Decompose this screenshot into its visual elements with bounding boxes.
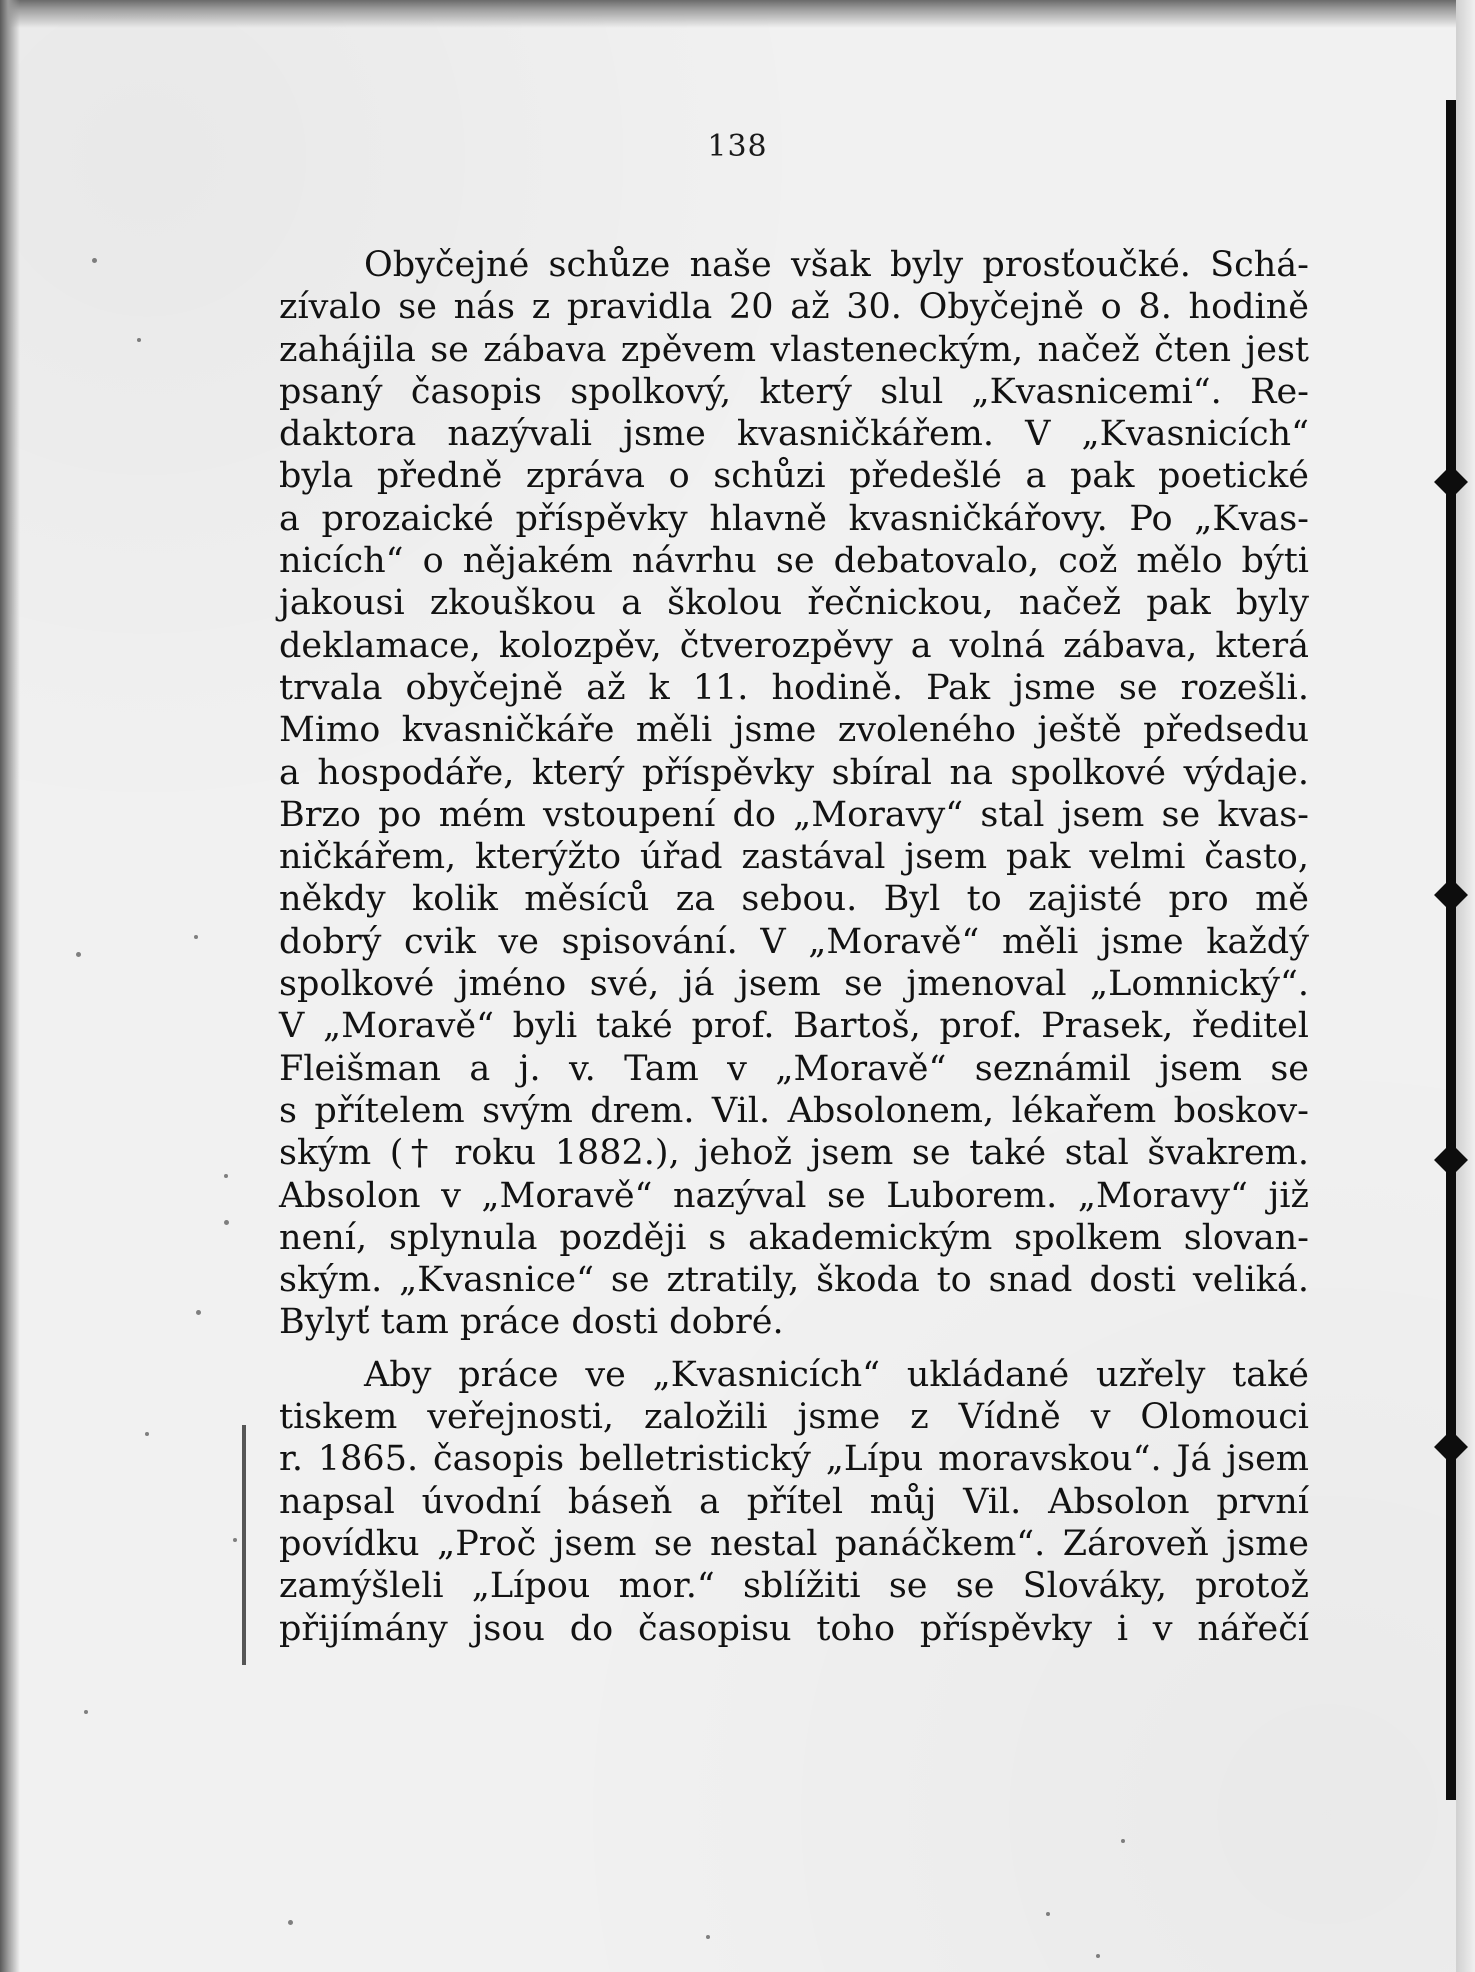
paragraph-gap [279, 1344, 1309, 1354]
text-line: nicích“ o nějakém návrhu se debatovalo, což mělo býti [279, 541, 1309, 582]
page-number: 138 [707, 129, 768, 164]
text-line: Bylyť tam práce dosti dobré. [279, 1302, 784, 1343]
scan-speck [196, 1310, 201, 1315]
scan-top-shadow [0, 0, 1475, 28]
scan-speck [76, 952, 81, 957]
scan-speck [92, 258, 97, 263]
text-line: jakousi zkouškou a školou řečnickou, načež pak byly [279, 583, 1309, 624]
text-line: dobrý cvik ve spisování. V „Moravě“ měli jsme každý [279, 921, 1309, 962]
scan-left-shadow [0, 0, 20, 1972]
scan-speck [233, 1538, 237, 1542]
text-line: Fleišman a j. v. Tam v „Moravě“ seznámil jsem se [279, 1048, 1309, 1089]
text-line: Absolon v „Moravě“ nazýval se Luborem. „Moravy“ již [279, 1175, 1309, 1216]
text-line: ským († roku 1882.), jehož jsem se také stal švakrem. [279, 1133, 1309, 1174]
text-line: napsal úvodní báseň a přítel můj Vil. Absolon první [279, 1481, 1309, 1522]
scan-speck [84, 1710, 88, 1714]
text-line: a prozaické příspěvky hlavně kvasničkářovy. Po „Kvas- [279, 498, 1309, 539]
scan-speck [1096, 1954, 1100, 1958]
text-line: byla předně zpráva o schůzi předešlé a pak poetické [279, 456, 1309, 497]
margin-vertical-line [242, 1425, 246, 1665]
scan-right-margin [1456, 0, 1475, 1972]
scan-speck [706, 1935, 710, 1939]
scan-speck [224, 1174, 228, 1178]
text-line: tiskem veřejnosti, založili jsme z Vídně v Olomouci [279, 1397, 1309, 1438]
text-line: trvala obyčejně až k 11. hodině. Pak jsme se rozešli. [279, 667, 1309, 708]
text-line: ničkářem, kterýžto úřad zastával jsem pak velmi často, [279, 837, 1309, 878]
text-line: povídku „Proč jsem se nestal panáčkem“. Zároveň jsme [279, 1523, 1309, 1564]
text-line: zahájila se zábava zpěvem vlasteneckým, načež čten jest [279, 329, 1309, 370]
scan-speck [145, 1432, 149, 1436]
text-line: někdy kolik měsíců za sebou. Byl to zajisté pro mě [279, 879, 1309, 920]
text-line: s přítelem svým drem. Vil. Absolonem, lékařem boskov- [279, 1090, 1309, 1131]
scan-speck [137, 338, 141, 342]
text-line: Aby práce ve „Kvasnicích“ ukládané uzřely také [364, 1354, 1309, 1395]
text-line: a hospodáře, který příspěvky sbíral na spolkové výdaje. [279, 752, 1309, 793]
text-line: ským. „Kvasnice“ se ztratily, škoda to snad dosti veliká. [279, 1260, 1309, 1301]
text-line: spolkové jméno své, já jsem se jmenoval „Lomnický“. [279, 964, 1309, 1005]
scan-speck [288, 1920, 293, 1925]
text-line: Brzo po mém vstoupení do „Moravy“ stal jsem se kvas- [279, 794, 1309, 835]
page-right-border [1446, 100, 1456, 1800]
scan-speck [224, 1220, 229, 1225]
text-line: přijímány jsou do časopisu toho příspěvky i v nářečí [279, 1608, 1309, 1649]
text-line: Mimo kvasničkáře měli jsme zvoleného ještě předsedu [279, 710, 1309, 751]
text-line: zamýšleli „Lípou mor.“ sblížiti se se Slováky, protož [279, 1566, 1309, 1607]
body-text [279, 244, 1309, 1650]
text-line: deklamace, kolozpěv, čtverozpěvy a volná zábava, která [279, 625, 1309, 666]
text-line: daktora nazývali jsme kvasničkářem. V „Kvasnicích“ [279, 414, 1309, 455]
text-line: Obyčejné schůze naše však byly prosťoučké. Schá- [364, 245, 1309, 285]
text-line: zívalo se nás z pravidla 20 až 30. Obyčejně o 8. hodině [279, 287, 1309, 328]
scan-speck [1046, 1912, 1050, 1916]
text-line: V „Moravě“ byli také prof. Bartoš, prof. Prasek, ředitel [279, 1006, 1309, 1047]
text-line: psaný časopis spolkový, který slul „Kvasnicemi“. Re- [279, 371, 1309, 412]
scan-speck [1121, 1839, 1125, 1843]
text-line: není, splynula později s akademickým spolkem slovan- [279, 1217, 1309, 1258]
text-line: r. 1865. časopis belletristický „Lípu moravskou“. Já jsem [279, 1439, 1309, 1480]
scan-speck [194, 935, 198, 939]
